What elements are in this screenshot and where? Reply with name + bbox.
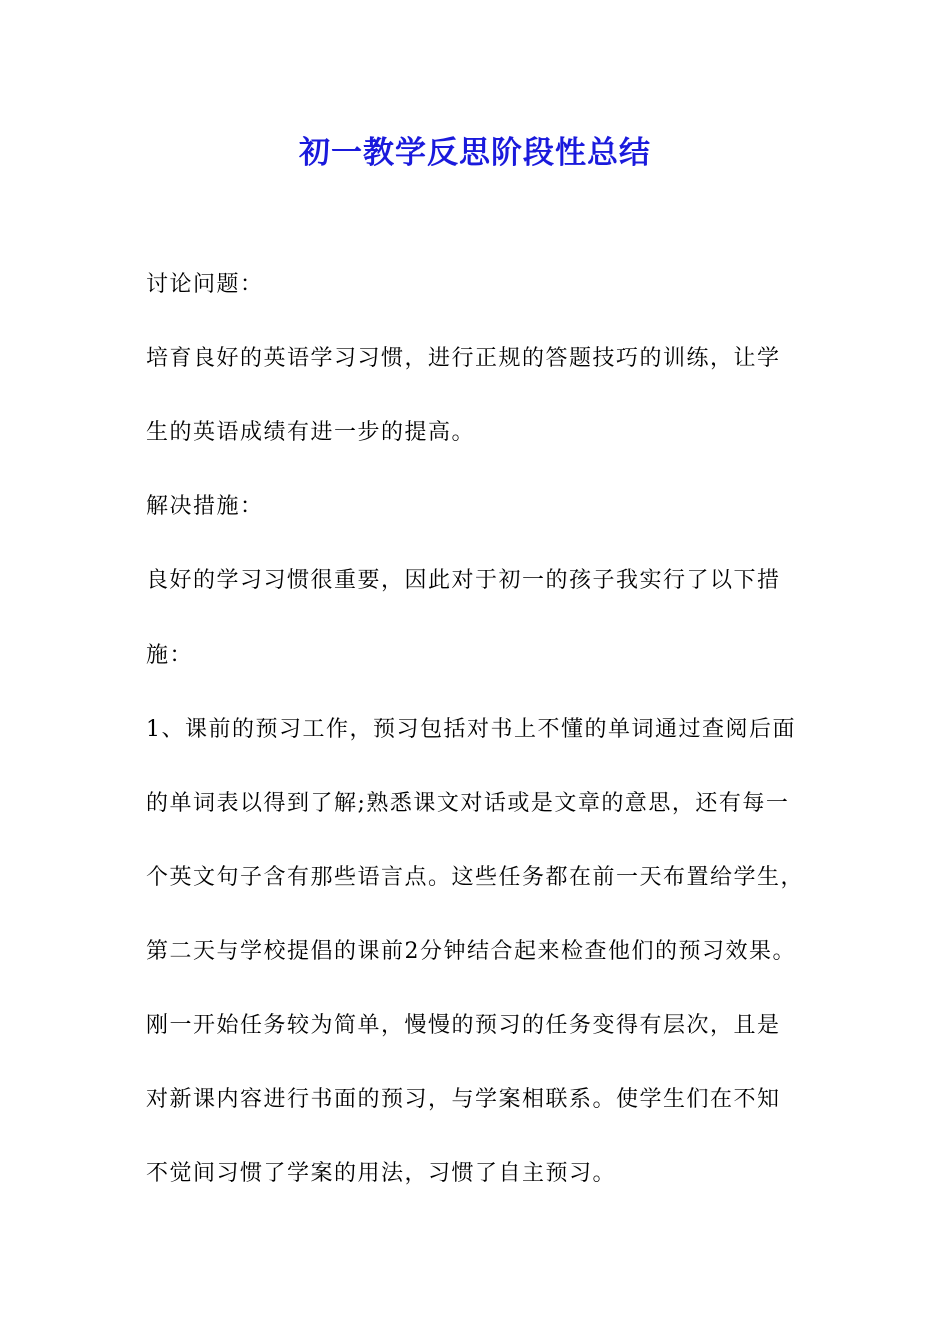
paragraph-line: 对新课内容进行书面的预习，与学案相联系。使学生们在不知 xyxy=(146,1087,781,1112)
paragraph-line: 培育良好的英语学习习惯，进行正规的答题技巧的训练，让学 xyxy=(146,346,781,371)
paragraph-line: 良好的学习习惯很重要，因此对于初一的孩子我实行了以下措 xyxy=(146,568,781,593)
paragraph-line: 第二天与学校提倡的课前2分钟结合起来检查他们的预习效果。 xyxy=(146,939,796,964)
paragraph-line: 施： xyxy=(146,643,194,668)
line-discussion-heading: 讨论问题： xyxy=(146,272,264,297)
paragraph-line: 的单词表以得到了解;熟悉课文对话或是文章的意思，还有每一 xyxy=(146,791,790,816)
paragraph-line: 不觉间习惯了学案的用法，习惯了自主预习。 xyxy=(146,1161,617,1186)
paragraph-line: 生的英语成绩有进一步的提高。 xyxy=(146,420,476,445)
paragraph-line: 个英文句子含有那些语言点。这些任务都在前一天布置给学生， xyxy=(146,865,805,890)
document-title: 初一教学反思阶段性总结 xyxy=(299,135,651,171)
paragraph-line: 刚一开始任务较为简单，慢慢的预习的任务变得有层次，且是 xyxy=(146,1013,781,1038)
line-solution-heading: 解决措施： xyxy=(146,494,264,519)
paragraph-line: 1、课前的预习工作，预习包括对书上不懂的单词通过查阅后面 xyxy=(146,717,796,742)
